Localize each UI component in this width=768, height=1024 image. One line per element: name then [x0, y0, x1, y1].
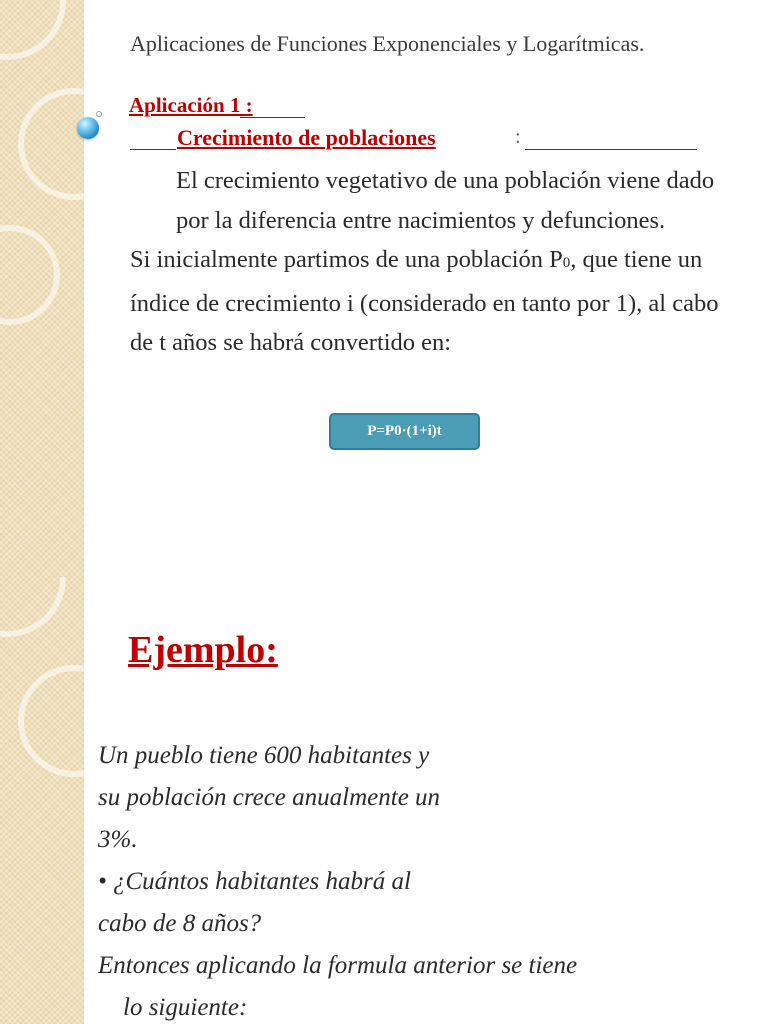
example-question: • ¿Cuántos habitantes habrá al [98, 868, 411, 895]
example-line: Entonces aplicando la formula anterior se tiene [98, 952, 578, 979]
example-title: Ejemplo: [128, 629, 278, 671]
underline-decoration [130, 149, 176, 150]
paragraph-growth-definition: El crecimiento vegetativo de una población viene dado por la diferencia entre nacimientos y defunciones. [176, 167, 715, 234]
slide-2 [0, 577, 768, 1024]
application-label: Aplicación 1 : [129, 93, 253, 117]
example-line: su población crece anualmente un [98, 784, 441, 811]
paragraph-text: , que tiene un índice de crecimiento i (considerado en tanto por 1), al cabo de t años se habrá convertido en: [130, 246, 719, 356]
example-line: cabo de 8 años? [98, 910, 262, 937]
subscript-text: 0 [562, 255, 571, 271]
body-text [130, 161, 740, 363]
example-line: 3%. [98, 826, 138, 853]
blue-ball-icon [77, 117, 99, 139]
side-texture-panel [0, 577, 84, 1024]
example-line: Un pueblo tiene 600 habitantes y [98, 742, 430, 769]
formula-box: P=P0·(1+i)t [329, 413, 480, 450]
example-line: lo siguiente: [123, 994, 248, 1021]
decorative-ring [18, 88, 130, 200]
paragraph-growth-formula-intro [130, 240, 740, 363]
paragraph-text: Si inicialmente partimos de una población P [130, 246, 563, 273]
section-title: Crecimiento de poblaciones [177, 125, 436, 150]
example-body [98, 735, 738, 1024]
slide-title: Aplicaciones de Funciones Exponenciales y Logarítmicas. [130, 31, 645, 56]
underline-decoration [525, 149, 697, 150]
section-colon: : [515, 126, 521, 148]
small-circle-icon [96, 111, 102, 117]
underline-decoration [240, 117, 305, 118]
